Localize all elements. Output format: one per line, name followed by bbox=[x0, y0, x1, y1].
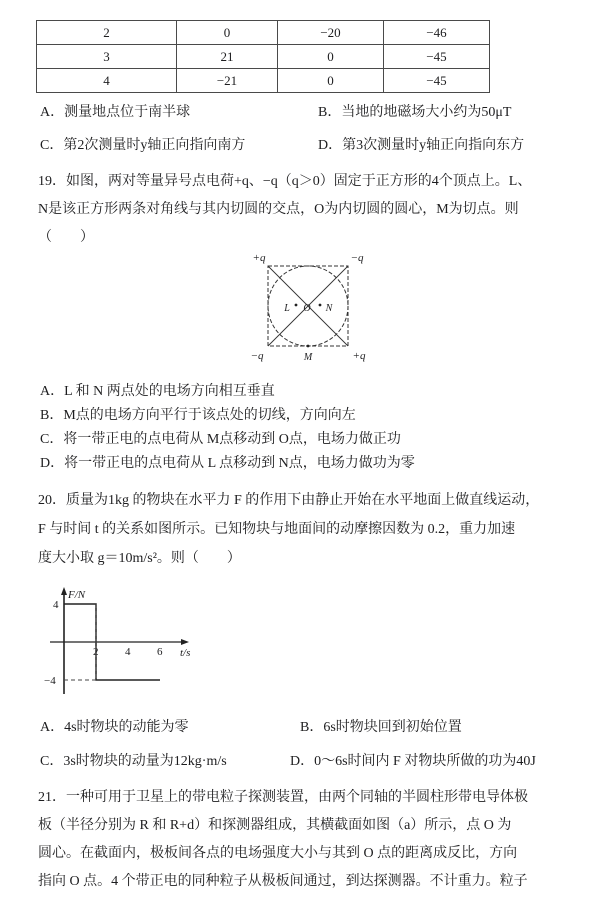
force-plot-xtick: 4 bbox=[125, 646, 131, 658]
q21-stem bbox=[38, 784, 528, 896]
q18-option-a: A．测量地点位于南半球 bbox=[40, 105, 191, 120]
table-cell: −21 bbox=[177, 69, 278, 93]
q20-options-row-cd bbox=[40, 750, 536, 770]
q18-option-d: D．第3次测量时y轴正向指向东方 bbox=[318, 138, 525, 153]
q21-stem-line-2: 板（半径分别为 R 和 R+d）和探测器组成，其横截面如图（a）所示，点 O 为 bbox=[38, 818, 512, 833]
table-cell: 0 bbox=[278, 45, 384, 69]
point-l-dot bbox=[295, 304, 298, 307]
x-axis-arrow bbox=[181, 639, 189, 645]
q19-option-b: B．M点的电场方向平行于该点处的切线，方向向左 bbox=[40, 408, 356, 423]
q21-stem-line-4: 指向 O 点。4 个带正电的同种粒子从极板间通过，到达探测器。不计重力。粒子 bbox=[38, 874, 528, 889]
q21-stem-line-1: 21．一种可用于卫星上的带电粒子探测装置，由两个同轴的半圆柱形带电导体极 bbox=[38, 790, 528, 805]
y-axis-label: F/N bbox=[68, 589, 86, 601]
point-n-label: N bbox=[325, 303, 333, 314]
q20-option-a: A．4s时物块的动能为零 bbox=[40, 720, 189, 735]
table-cell: −45 bbox=[384, 45, 490, 69]
q18-options-row-cd bbox=[40, 134, 524, 154]
force-plot-ytick: −4 bbox=[44, 675, 56, 687]
point-m-dot bbox=[307, 345, 310, 348]
q20-stem bbox=[38, 486, 539, 573]
q20-stem-line-1: 20．质量为1kg 的物块在水平力 F 的作用下由静止开始在水平地面上做直线运动， bbox=[38, 493, 540, 508]
table-cell: 0 bbox=[177, 21, 278, 45]
q19-option-c: C．将一带正电的点电荷从 M点移动到 O点，电场力做正功 bbox=[40, 432, 401, 447]
force-plot-xtick: 2 bbox=[93, 646, 99, 658]
q19-option-d: D．将一带正电的点电荷从 L 点移动到 N点，电场力做功为零 bbox=[40, 456, 415, 471]
table-cell: −20 bbox=[278, 21, 384, 45]
q20-options-row-ab bbox=[40, 716, 462, 736]
force-plot-ytick: 4 bbox=[53, 599, 59, 611]
force-plot-xtick: 6 bbox=[157, 646, 163, 658]
point-o-label: O bbox=[303, 303, 311, 314]
q18-options-row-ab bbox=[40, 101, 511, 121]
q19-stem-line-1: 19．如图，两对等量异号点电荷+q、−q（q＞0）固定于正方形的4个顶点上。L、 bbox=[38, 174, 532, 189]
table-cell: 0 bbox=[278, 69, 384, 93]
charge-label-bottom-left: −q bbox=[250, 350, 264, 362]
x-axis-label: t/s bbox=[180, 647, 191, 659]
q20-stem-line-3: 度大小取 g＝10m/s²。则（ ） bbox=[38, 551, 241, 566]
table-row bbox=[37, 45, 490, 69]
point-n-dot bbox=[319, 304, 322, 307]
q20-option-d: D．0～6s时间内 F 对物块所做的功为40J bbox=[290, 754, 536, 769]
measurement-table bbox=[36, 20, 490, 93]
point-l-label: L bbox=[284, 303, 290, 314]
q20-option-b: B．6s时物块回到初始位置 bbox=[300, 720, 462, 735]
q21-stem-line-3: 圆心。在截面内，极板间各点的电场强度大小与其到 O 点的距离成反比，方向 bbox=[38, 846, 518, 861]
q19-stem-line-2: N是该正方形两条对角线与其内切圆的交点，O为内切圆的圆心，M为切点。则 bbox=[38, 202, 519, 217]
table-cell: −46 bbox=[384, 21, 490, 45]
charge-label-top-right: −q bbox=[350, 252, 364, 264]
q18-option-b: B．当地的地磁场大小约为50μT bbox=[318, 105, 512, 120]
q18-option-c: C．第2次测量时y轴正向指向南方 bbox=[40, 138, 246, 153]
table-cell: 21 bbox=[177, 45, 278, 69]
q19-option-a: A．L 和 N 两点处的电场方向相互垂直 bbox=[40, 384, 275, 399]
table-row bbox=[37, 69, 490, 93]
force-time-graph bbox=[34, 582, 206, 704]
charge-label-bottom-right: +q bbox=[352, 350, 366, 362]
q19-stem bbox=[38, 168, 531, 252]
q20-option-c: C．3s时物块的动量为12kg·m/s bbox=[40, 754, 227, 769]
q19-stem-line-3: （ ） bbox=[38, 230, 94, 245]
table-cell: 4 bbox=[37, 69, 177, 93]
charge-square-figure bbox=[243, 248, 375, 366]
point-m-label: M bbox=[303, 352, 313, 363]
q19-options bbox=[40, 380, 415, 476]
table-row bbox=[37, 21, 490, 45]
table-cell: 3 bbox=[37, 45, 177, 69]
y-axis-arrow bbox=[61, 587, 67, 595]
table-cell: −45 bbox=[384, 69, 490, 93]
q20-stem-line-2: F 与时间 t 的关系如图所示。已知物块与地面间的动摩擦因数为 0.2，重力加速 bbox=[38, 522, 516, 537]
charge-label-top-left: +q bbox=[252, 252, 266, 264]
table-cell: 2 bbox=[37, 21, 177, 45]
